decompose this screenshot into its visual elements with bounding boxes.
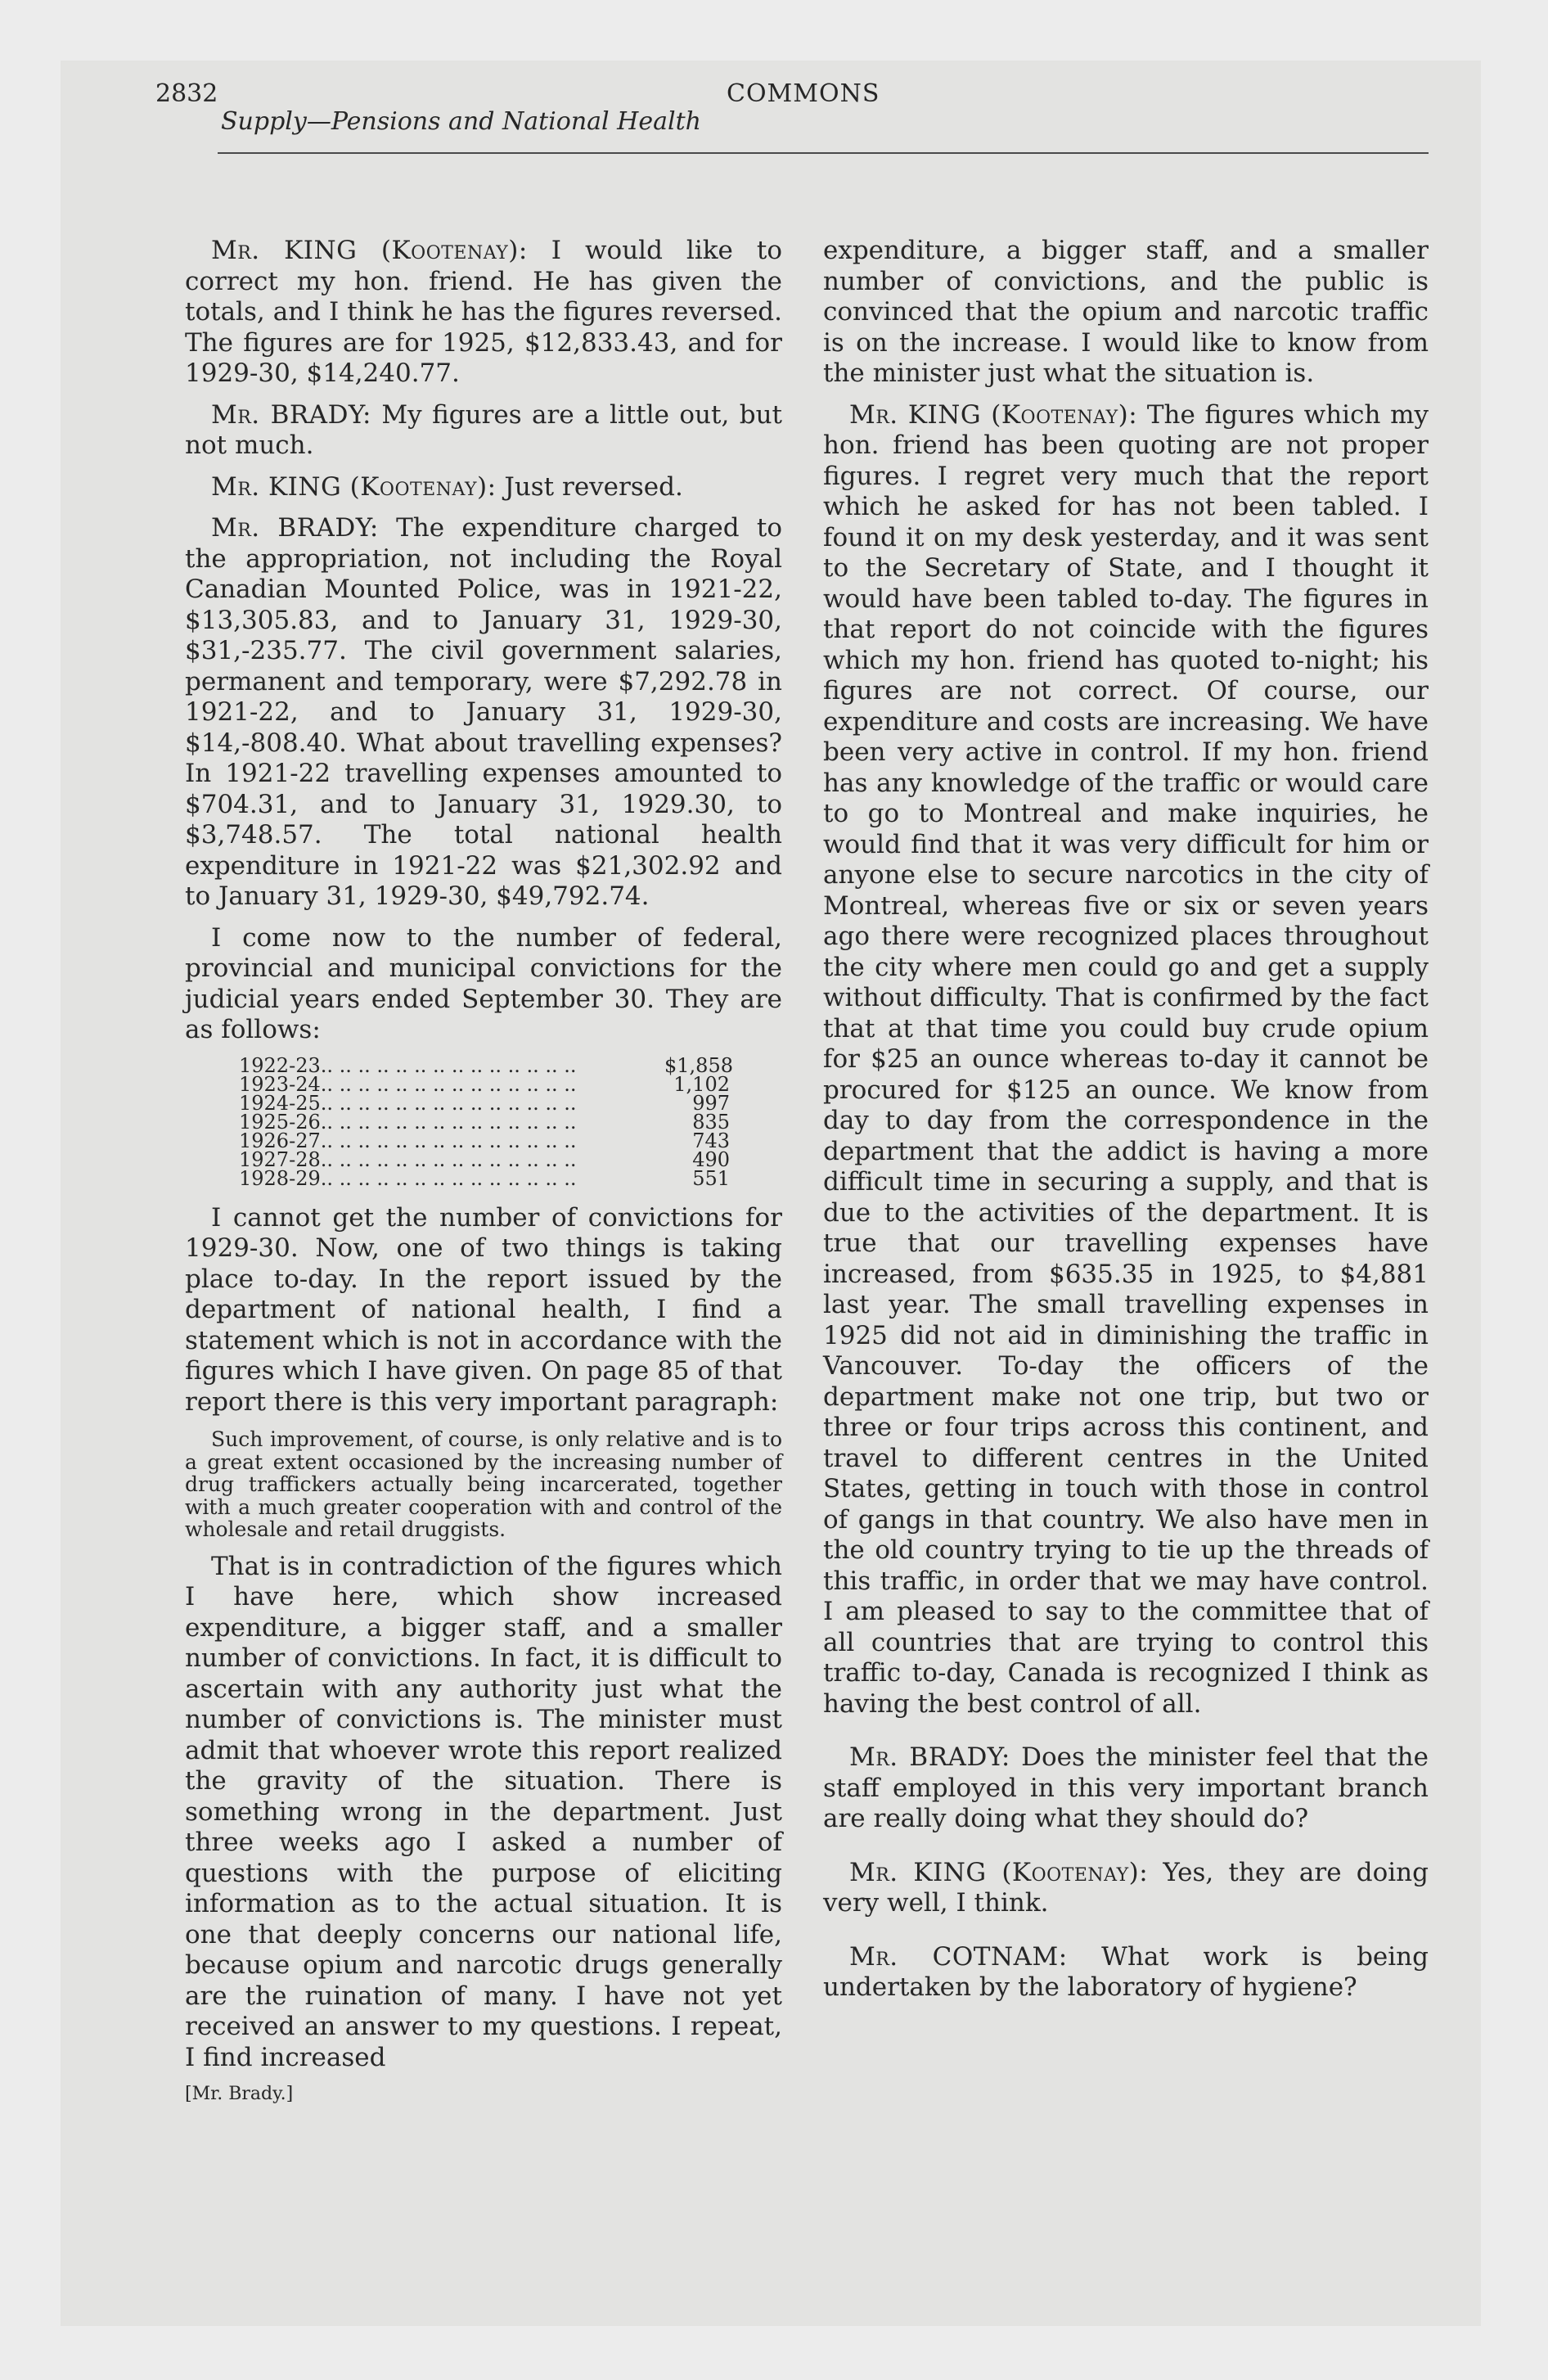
speaker-name: Mr. BRADY: — [211, 399, 372, 430]
table-year: 1924-25.. .. .. .. .. .. .. .. .. .. .. .. .. .. — [239, 1093, 577, 1113]
table-value: 997 — [692, 1091, 730, 1115]
paragraph — [185, 472, 782, 503]
block-quote: Such improvement, of course, is only relative and is to a great extent occasioned by the increasing number of drug traffickers actually being incarcerated, together with a much greater cooperation with and control of the wholesale and retail druggists. — [185, 1427, 782, 1541]
paragraph — [185, 400, 782, 462]
table-row — [239, 1110, 730, 1134]
table-row — [239, 1147, 730, 1171]
paragraph — [185, 236, 782, 390]
page-number: 2832 — [155, 79, 218, 108]
table-year: 1926-27.. .. .. .. .. .. .. .. .. .. .. .. .. .. — [239, 1131, 577, 1151]
paragraph-text: I cannot get the number of convictions for 1929-30. Now, one of two things is taking place to-day. In the report issued by the department of national health, I find a statement which is not in accordance with the figures which I have given. On page 85 of that report there is this very important paragraph: — [185, 1202, 782, 1417]
speaker-name: Mr. KING (Kootenay): — [849, 399, 1138, 430]
speaker-name: Mr. BRADY: — [211, 513, 379, 543]
table-row — [239, 1053, 733, 1077]
right-column — [823, 236, 1429, 2014]
paragraph — [185, 1203, 782, 1418]
table-value: 1,102 — [673, 1072, 730, 1096]
page-title: COMMONS — [727, 79, 880, 108]
paragraph-text: The expenditure charged to the appropriation, not including the Royal Canadian Mounted Police, was in 1921-22, $13,305.83, and to January 31, 1929-30, $31,-235.77. The civil government salaries, permanent and temporary, were $7,292.78 in 1921-22, and to January 31, 1929-30, $14,-808.40. What about travelling expenses? In 1921-22 travelling expenses amounted to $704.31, and to January 31, 1929.30, to $3,748.57. The total national health expenditure in 1921-22 was $21,302.92 and to January 31, 1929-30, $49,792.74. — [185, 513, 782, 911]
table-year: 1925-26.. .. .. .. .. .. .. .. .. .. .. .. .. .. — [239, 1112, 577, 1132]
table-row — [239, 1166, 730, 1190]
table-year: 1928-29.. .. .. .. .. .. .. .. .. .. .. .. .. .. — [239, 1169, 577, 1188]
paragraph-text: That is in contradiction of the figures which I have here, which show increased expenditure, a bigger staff, and a smaller number of convictions. In fact, it is difficult to ascertain with any authority just what the number of convictions is. The minister must admit that whoever wrote this report realized the gravity of the situation. There is something wrong in the department. Just three weeks ago I asked a number of questions with the purpose of eliciting information as to the actual situation. It is one that deeply concerns our national life, because opium and narcotic drugs generally are the ruination of many. I have not yet received an answer to my questions. I repeat, I find increased — [185, 1551, 782, 2072]
table-value: 551 — [692, 1166, 730, 1190]
table-year: 1927-28.. .. .. .. .. .. .. .. .. .. .. .. .. .. — [239, 1150, 577, 1170]
speaker-name: Mr. KING (Kootenay): — [211, 236, 528, 265]
table-value: $1,858 — [664, 1053, 733, 1077]
section-subtitle: Supply—Pensions and National Health — [221, 107, 701, 136]
paragraph — [823, 400, 1429, 1720]
paragraph — [823, 236, 1429, 390]
table-row — [239, 1091, 730, 1115]
table-row — [239, 1072, 730, 1096]
paragraph — [185, 923, 782, 1046]
table-value: 743 — [692, 1129, 730, 1152]
paragraph — [823, 1858, 1429, 1919]
paragraph — [185, 513, 782, 913]
speaker-name: Mr. BRADY: — [849, 1742, 1010, 1772]
paragraph-text: I would like to correct my hon. friend. He has given the totals, and I think he has the figures reversed. The figures are for 1925, $12,833.43, and for 1929-30, $14,240.77. — [185, 236, 782, 388]
paragraph-text: What work is being undertaken by the laboratory of hygiene? — [823, 1941, 1429, 2002]
paragraph-text: Does the minister feel that the staff employed in this very important branch are really doing what they should do? — [823, 1742, 1429, 1833]
paragraph-text: Just reversed. — [496, 471, 683, 502]
speaker-name: Mr. KING (Kootenay): — [211, 471, 497, 502]
table-year: 1923-24.. .. .. .. .. .. .. .. .. .. .. .. .. .. — [239, 1075, 577, 1094]
paragraph-text: Yes, they are doing very well, I think. — [823, 1857, 1429, 1918]
paragraph-text: expenditure, a bigger staff, and a smaller number of convictions, and the public is convinced that the opium and narcotic traffic is on the increase. I would like to know from the minister just what the situation is. — [823, 236, 1429, 388]
paragraph-text: My figures are a little out, but not much. — [185, 399, 782, 460]
paragraph-text: The figures which my hon. friend has been quoting are not proper figures. I regret very much that the report which he asked for has not been tabled. I found it on my desk yesterday, and it was sent to the Secretary of State, and I thought it would have been tabled to-day. The figures in that report do not coincide with the figures which my hon. friend has quoted to-night; his figures are not correct. Of course, our expenditure and costs are increasing. We have been very active in control. If my hon. friend has any knowledge of the traffic or would care to go to Montreal and make inquiries, he would find that it was very difficult for him or anyone else to secure narcotics in the city of Montreal, whereas five or six or seven years ago there were recognized places throughout the city where men could go and get a supply without difficulty. That is confirmed by the fact that at that time you could buy crude opium for $25 an ounce whereas to-day it cannot be procured for $125 an ounce. We know from day to day from the correspondence in the department that the addict is having a more difficult time in securing a supply, and that is due to the activities of the department. It is true that our travelling expenses have increased, from $635.35 in 1925, to $4,881 last year. The small travelling expenses in 1925 did not aid in diminishing the traffic in Vancouver. To-day the officers of the department make not one trip, but two or three or four trips across this continent, and travel to different centres in the United States, getting in touch with those in control of gangs in that country. We also have men in the old country trying to tie up the threads of this traffic, in order that we may have control. I am pleased to say to the committee that of all countries that are trying to control this traffic to-day, Canada is recognized I think as having the best control of all. — [823, 399, 1429, 1719]
header-rule — [218, 152, 1429, 154]
speaker-name: Mr. COTNAM: — [849, 1941, 1068, 1972]
paragraph — [823, 1942, 1429, 2004]
table-value: 490 — [692, 1147, 730, 1171]
paragraph — [823, 1742, 1429, 1835]
left-column — [185, 236, 782, 2105]
footer-speaker-tag: [Mr. Brady.] — [185, 2084, 294, 2104]
table-row — [239, 1129, 730, 1152]
paragraph — [185, 1552, 782, 2074]
paragraph-text: I come now to the number of federal, provincial and municipal convictions for the judicial years ended September 30. They are as follows: — [185, 922, 782, 1044]
table-year: 1922-23.. .. .. .. .. .. .. .. .. .. .. .. .. .. — [239, 1056, 577, 1075]
convictions-table — [239, 1053, 733, 1190]
speaker-name: Mr. KING (Kootenay): — [849, 1857, 1149, 1887]
table-value: 835 — [692, 1110, 730, 1134]
